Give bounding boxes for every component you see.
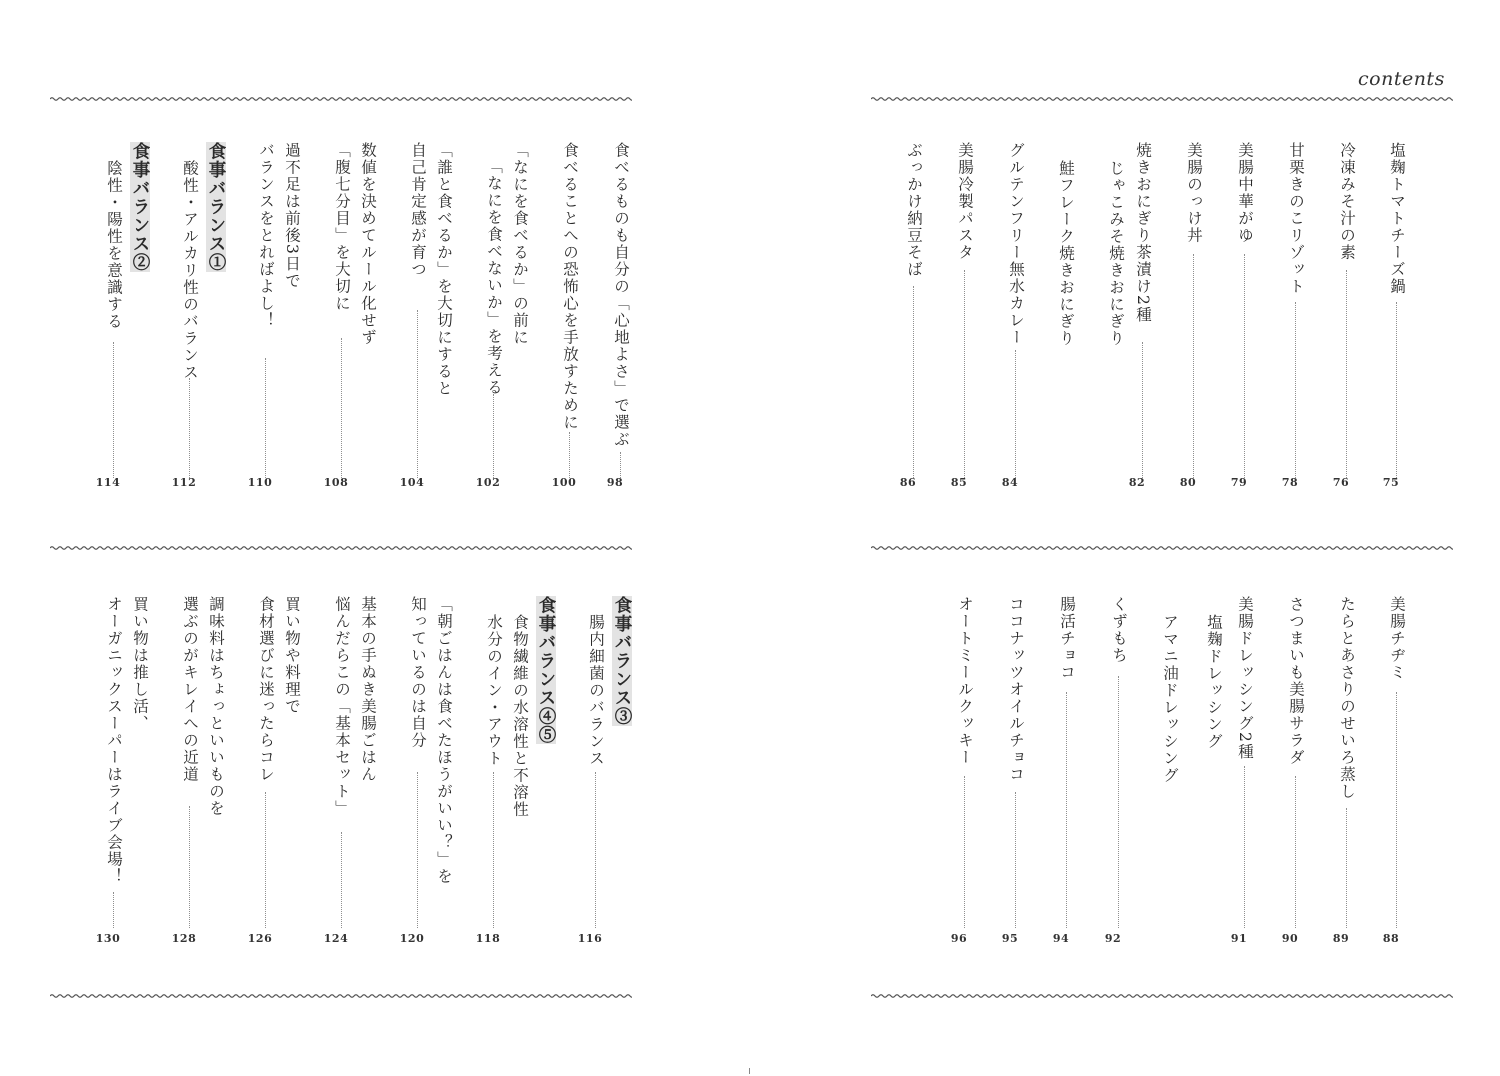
toc-entry[interactable] [1105, 596, 1133, 956]
toc-entry[interactable] [577, 596, 636, 956]
entry-title: 塩麹ドレッシング [1205, 614, 1223, 750]
page-number: 88 [1382, 932, 1400, 945]
dot-leader [1244, 254, 1245, 478]
dot-leader [1015, 350, 1016, 478]
wavy-rule [871, 992, 1453, 1000]
page-number: 118 [475, 932, 501, 945]
toc-entry[interactable] [475, 596, 560, 956]
toc-entry[interactable] [323, 596, 382, 956]
entry-title: 「なにを食べるか」の前に [511, 142, 529, 346]
section-heading [538, 596, 554, 744]
entry-title: 食べるものも自分の「心地よさ」で選ぶ [612, 142, 630, 448]
page-number: 84 [1001, 476, 1019, 489]
dot-leader [595, 772, 596, 928]
entry-title: 過不足は前後3日で [283, 142, 301, 290]
dot-leader [1346, 808, 1347, 928]
dot-leader [493, 772, 494, 928]
entry-title: ぶっかけ納豆そば [905, 142, 923, 278]
page-number: 100 [551, 476, 577, 489]
entry-title: 腸活チョコ [1058, 596, 1076, 681]
page-number: 96 [950, 932, 968, 945]
entry-title: 美腸冷製パスタ [956, 142, 974, 261]
page-number: 78 [1281, 476, 1299, 489]
toc-entry[interactable] [171, 142, 230, 502]
page-number: 95 [1001, 932, 1019, 945]
entry-title-line2: 腸内細菌のバランス [587, 614, 605, 767]
dot-leader [417, 310, 418, 478]
page-number: 82 [1128, 476, 1146, 489]
toc-entry[interactable] [1282, 142, 1310, 502]
toc-subentry[interactable] [1102, 142, 1130, 502]
page-number: 124 [323, 932, 349, 945]
dot-leader [341, 832, 342, 928]
toc-entry[interactable] [399, 142, 458, 502]
page-number: 114 [95, 476, 121, 489]
toc-entry[interactable] [607, 142, 635, 502]
entry-title-line2: 陰性・陽性を意識する [105, 160, 123, 330]
dot-leader [189, 378, 190, 478]
toc-entry[interactable] [399, 596, 458, 956]
toc-entry[interactable] [1383, 596, 1411, 956]
toc-entry[interactable] [1231, 596, 1259, 956]
entry-title: 美腸のっけ丼 [1185, 142, 1203, 244]
toc-entry[interactable] [1333, 596, 1361, 956]
page-number: 108 [323, 476, 349, 489]
wavy-rule [50, 992, 632, 1000]
page-number: 92 [1104, 932, 1122, 945]
heading-text: 食事バランス③ [612, 596, 632, 726]
entry-title-line2: 自己肯定感が育つ [409, 142, 427, 278]
section-heading [132, 142, 148, 272]
dot-leader [341, 338, 342, 478]
dot-leader [417, 772, 418, 928]
page-number: 112 [171, 476, 197, 489]
entry-title: 「誰と食べるか」を大切にすると [435, 142, 453, 397]
wavy-rule [50, 544, 632, 552]
toc-entry[interactable] [1129, 142, 1157, 502]
section-heading [208, 142, 224, 272]
toc-entry[interactable] [900, 142, 928, 502]
entry-title: くずもち [1110, 596, 1128, 664]
page-number: 85 [950, 476, 968, 489]
heading-text: 食事バランス① [206, 142, 226, 272]
page-number: 116 [577, 932, 603, 945]
entry-title: 美腸中華がゆ [1236, 142, 1254, 244]
page-number: 80 [1179, 476, 1197, 489]
dot-leader [265, 358, 266, 478]
entry-title: 甘栗きのこリゾット [1287, 142, 1305, 295]
dot-leader [189, 806, 190, 928]
entry-title: 塩麹トマトチーズ鍋 [1388, 142, 1406, 295]
entry-title-line2: オーガニックスーパーはライブ会場！ [105, 596, 123, 885]
page-number: 94 [1052, 932, 1070, 945]
dot-leader [1396, 302, 1397, 478]
entry-title: アマニ油ドレッシング [1161, 614, 1179, 784]
toc-entry[interactable] [323, 142, 382, 502]
dot-leader [620, 452, 621, 478]
entry-title: グルテンフリー無水カレー [1007, 142, 1025, 346]
dot-leader [1015, 792, 1016, 928]
entry-title: 基本の手ぬき美腸ごはん [359, 596, 377, 783]
entry-title: 買い物は推し活、 [131, 596, 149, 732]
dot-leader [1396, 692, 1397, 928]
dot-leader [569, 432, 570, 478]
dot-leader [913, 286, 914, 478]
dot-leader [113, 892, 114, 928]
toc-entry[interactable] [1383, 142, 1411, 502]
toc-subentry[interactable] [1156, 596, 1184, 956]
entry-title-line2: 知っているのは自分 [409, 596, 427, 749]
toc-entry[interactable] [1333, 142, 1361, 502]
heading-text: 食事バランス④⑤ [536, 596, 556, 744]
entry-title: 食べることへの恐怖心を手放すために [561, 142, 579, 431]
toc-entry[interactable] [247, 596, 306, 956]
wavy-rule [871, 544, 1453, 552]
toc-entry[interactable] [1180, 142, 1208, 502]
entry-title: 「朝ごはんは食べたほうがいい？」を [435, 596, 453, 885]
entry-title-line2: 選ぶのがキレイへの近道 [181, 596, 199, 783]
toc-entry[interactable] [95, 142, 154, 502]
page-number: 102 [475, 476, 501, 489]
toc-subentry[interactable] [1200, 596, 1228, 956]
entry-title-line2: 悩んだらこの「基本セット」 [333, 596, 351, 817]
page-number: 128 [171, 932, 197, 945]
entry-title: オートミールクッキー [956, 596, 974, 766]
entry-title: 調味料はちょっといいものを [207, 596, 225, 817]
toc-entry[interactable] [247, 142, 306, 502]
toc-entry[interactable] [1282, 596, 1310, 956]
heading-text: 食事バランス② [130, 142, 150, 272]
entry-title-line2: バランスをとればよし！ [257, 142, 275, 329]
dot-leader [113, 342, 114, 478]
dot-leader [1295, 776, 1296, 928]
dot-leader [1066, 692, 1067, 928]
dot-leader [1118, 676, 1119, 928]
entry-title: じゃこみそ焼きおにぎり [1107, 160, 1125, 347]
page-number: 110 [247, 476, 273, 489]
entry-title: 美腸ドレッシング2種 [1236, 596, 1254, 761]
entry-title-line2: 「なにを食べないか」を考える [485, 158, 503, 396]
toc-entry[interactable] [951, 142, 979, 502]
section-heading [614, 596, 630, 726]
entry-title-line2: 食材選びに迷ったらコレ [257, 596, 275, 783]
page-number: 130 [95, 932, 121, 945]
page-number: 79 [1230, 476, 1248, 489]
wavy-rule [50, 95, 632, 103]
dot-leader [1295, 302, 1296, 478]
contents-logo: contents [1358, 68, 1445, 90]
page-number: 104 [399, 476, 425, 489]
dot-leader [493, 394, 494, 478]
entry-title: 美腸チヂミ [1388, 596, 1406, 681]
page-number: 75 [1382, 476, 1400, 489]
toc-entry[interactable] [551, 142, 584, 502]
dot-leader [1346, 270, 1347, 478]
toc-entry[interactable] [475, 142, 534, 502]
dot-leader [964, 776, 965, 928]
page-number: 91 [1230, 932, 1248, 945]
dot-leader [1244, 766, 1245, 928]
entry-title: ココナッツオイルチョコ [1007, 596, 1025, 783]
toc-entry[interactable] [1002, 596, 1030, 956]
entry-title-line3: 水分のイン・アウト [485, 614, 503, 767]
gutter-mark [749, 1068, 750, 1074]
toc-entry[interactable] [171, 596, 230, 956]
dot-leader [1193, 254, 1194, 478]
entry-title-line2: 「腹七分目」を大切に [333, 142, 351, 312]
page-number: 86 [899, 476, 917, 489]
dot-leader [964, 270, 965, 478]
page-number: 98 [606, 476, 624, 489]
right-page [750, 0, 1500, 1076]
page-number: 120 [399, 932, 425, 945]
entry-title: たらとあさりのせいろ蒸し [1338, 596, 1356, 800]
wavy-rule [871, 95, 1453, 103]
toc-entry[interactable] [951, 596, 979, 956]
toc-subentry[interactable] [1052, 142, 1080, 502]
toc-entry[interactable] [1002, 142, 1030, 502]
entry-title: さつまいも美腸サラダ [1287, 596, 1305, 766]
entry-title: 数値を決めてルール化せず [359, 142, 377, 346]
toc-entry[interactable] [95, 596, 154, 956]
entry-title: 焼きおにぎり茶漬け2種 [1134, 142, 1152, 324]
entry-title: 冷凍みそ汁の素 [1338, 142, 1356, 261]
page-number: 126 [247, 932, 273, 945]
page-number: 90 [1281, 932, 1299, 945]
dot-leader [265, 792, 266, 928]
page-number: 89 [1332, 932, 1350, 945]
entry-title: 鮭フレーク焼きおにぎり [1057, 160, 1075, 347]
dot-leader [1142, 342, 1143, 478]
toc-entry[interactable] [1231, 142, 1259, 502]
entry-title-line2: 酸性・アルカリ性のバランス [181, 160, 199, 381]
entry-title-line2: 食物繊維の水溶性と不溶性 [511, 614, 529, 818]
toc-entry[interactable] [1053, 596, 1081, 956]
entry-title: 買い物や料理で [283, 596, 301, 715]
page-number: 76 [1332, 476, 1350, 489]
